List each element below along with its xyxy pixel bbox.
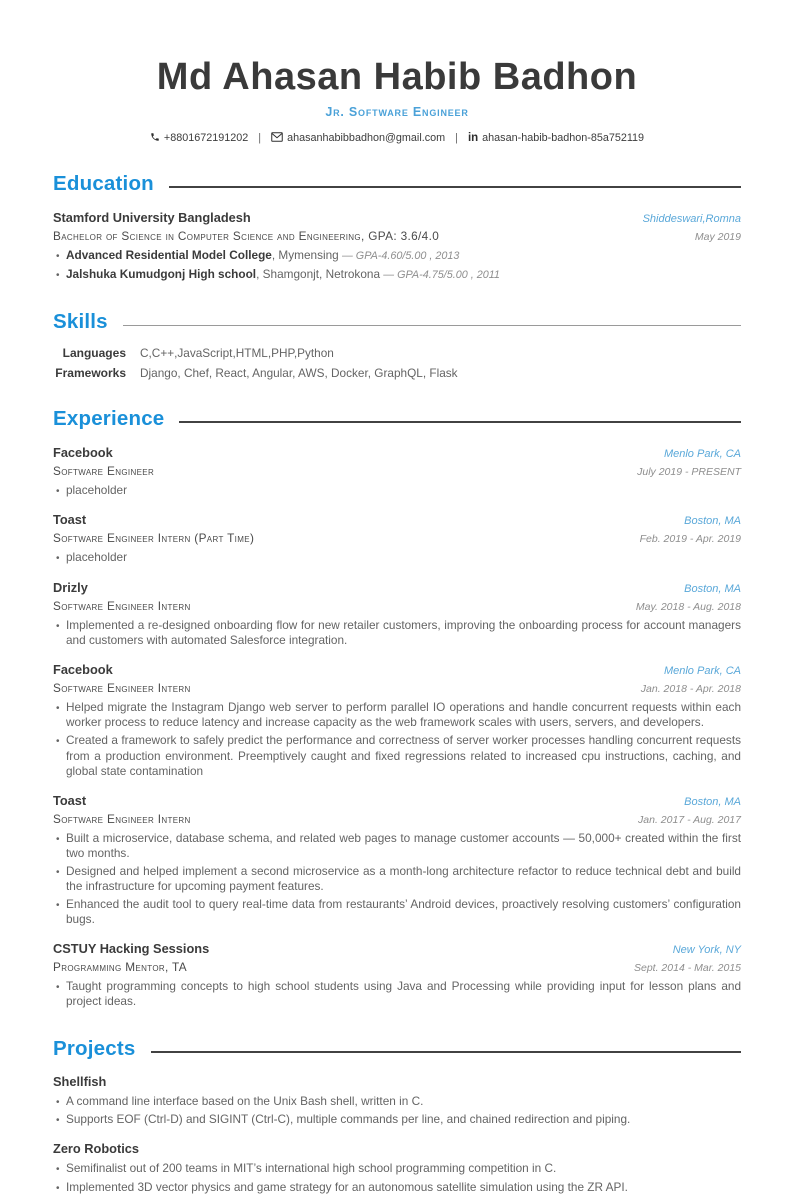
job-bullets: [53, 483, 741, 499]
section-header: [53, 172, 741, 196]
job-dates: Feb. 2019 - Apr. 2019: [639, 533, 741, 546]
company-name: Drizly: [53, 580, 88, 596]
contact-separator: |: [455, 132, 458, 145]
experience-entry: [53, 445, 741, 499]
prior-school-gpa: — GPA-4.60/5.00 , 2013: [342, 249, 460, 262]
linkedin-contact: [468, 132, 644, 144]
person-name: Md Ahasan Habib Badhon: [156, 56, 638, 98]
list-item: [53, 267, 741, 283]
entry-title-row: [53, 580, 741, 595]
entry-sub-row: [53, 225, 741, 243]
list-item: [53, 1180, 741, 1196]
bullet-text: Implemented 3D vector physics and game strategy for an autonomous satellite simulation using the ZR API.: [66, 1179, 628, 1194]
list-item: [53, 1161, 741, 1177]
section-title-skills: Skills: [53, 309, 108, 333]
bullet-dot-icon: [53, 550, 66, 566]
bullet-dot-icon: [53, 267, 66, 283]
bullet-dot-icon: [53, 733, 66, 778]
job-dates: Jan. 2018 - Apr. 2018: [640, 683, 741, 696]
job-dates: July 2019 - PRESENT: [637, 465, 741, 478]
list-item: [53, 483, 741, 499]
entry-sub-row: [53, 808, 741, 826]
graduation-date: May 2019: [694, 230, 741, 243]
entry-sub-row: [53, 677, 741, 695]
bullet-dot-icon: [53, 897, 66, 927]
skill-category-label: Frameworks: [55, 365, 126, 380]
section-header: [53, 310, 741, 334]
job-bullets: [53, 979, 741, 1009]
entry-sub-row: [53, 595, 741, 613]
job-role: Software Engineer Intern: [53, 811, 191, 826]
list-item: [53, 897, 741, 927]
bullet-text: Taught programming concepts to high school students using Java and Processing while providing input for lesson plans and project ideas.: [66, 979, 741, 1009]
project-entry: [53, 1141, 741, 1196]
entry-title-row: [53, 662, 741, 677]
list-item: [53, 700, 741, 730]
entry-title-row: [53, 445, 741, 460]
job-bullets: [53, 618, 741, 648]
project-name: Zero Robotics: [53, 1141, 140, 1157]
experience-entry: [53, 512, 741, 566]
bullet-text: Enhanced the audit tool to query real-time data from restaurants’ Android devices, proactively resolving customers’ configuration bugs.: [66, 897, 741, 927]
phone-icon: [150, 132, 160, 145]
skill-row: [53, 346, 741, 360]
experience-entry: [53, 580, 741, 648]
phone-contact: [150, 132, 248, 145]
prior-school-location: , Mymensing: [271, 247, 342, 262]
company-name: Facebook: [53, 444, 113, 460]
job-role: Software Engineer Intern (Part Time): [53, 531, 255, 546]
experience-entry: [53, 793, 741, 928]
entry-sub-row: [53, 460, 741, 478]
bullet-dot-icon: [53, 831, 66, 861]
bullet-dot-icon: [53, 483, 66, 499]
entry-title-row: [53, 793, 741, 808]
list-item: [53, 248, 741, 264]
contact-separator: |: [258, 132, 262, 145]
bullet-text: Designed and helped implement a second microservice as a month-long architecture refactor to reduce technical debt and build the infrastructure for upcoming payment features.: [66, 863, 741, 894]
project-entry: [53, 1074, 741, 1129]
job-dates: Sept. 2014 - Mar. 2015: [633, 962, 741, 975]
education-bullets: [53, 248, 741, 283]
school-location: Shiddeswari,Romna: [642, 212, 741, 225]
section-title-experience: Experience: [53, 406, 165, 430]
skill-values: Django, Chef, React, Angular, AWS, Docker, GraphQL, Flask: [140, 365, 458, 380]
bullet-text: A command line interface based on the Unix Bash shell, written in C.: [66, 1093, 424, 1108]
prior-school-location: , Shamgonjt, Netrokona: [256, 266, 384, 281]
skills-list: [53, 346, 741, 380]
section-header: [53, 407, 741, 431]
company-location: Menlo Park, CA: [663, 447, 741, 460]
entry-sub-row: [53, 527, 741, 545]
job-role: Software Engineer Intern: [53, 681, 191, 696]
company-location: Boston, MA: [684, 515, 741, 528]
list-item: [53, 618, 741, 648]
job-dates: Jan. 2017 - Aug. 2017: [638, 813, 741, 826]
bullet-text: Helped migrate the Instagram Django web server to perform parallel IO operations and handle concurrent requests within each worker process to reduce latency and increase capacity as the web framework scales with users, servers, and developers.: [66, 700, 741, 730]
section-title-projects: Projects: [53, 1036, 136, 1060]
entry-sub-row: [53, 956, 741, 974]
bullet-dot-icon: [53, 1094, 66, 1110]
projects-section: [53, 1037, 741, 1196]
bullet-text: Created a framework to safely predict the performance and correctness of server worker processes handling concurrent requests from a production environment. Preemptively caught and fixed regressions related to increased cpu instructions, caching, and global state contamination: [66, 733, 741, 778]
experience-entry: [53, 662, 741, 778]
degree: Bachelor of Science in Computer Science and Engineering, GPA: 3.6/4.0: [53, 228, 440, 243]
company-name: CSTUY Hacking Sessions: [53, 941, 210, 957]
company-name: Facebook: [53, 662, 113, 678]
bullet-dot-icon: [53, 979, 66, 1009]
job-bullets: [53, 831, 741, 928]
list-item: [53, 864, 741, 894]
company-location: Boston, MA: [684, 795, 741, 808]
list-item: [53, 550, 741, 566]
company-location: New York, NY: [672, 944, 741, 957]
bullet-text: Built a microservice, database schema, and related web pages to manage customer accounts — 50,000+ created within the first two months.: [66, 830, 741, 860]
list-item: [53, 1094, 741, 1110]
bullet-dot-icon: [53, 864, 66, 894]
skill-values: C,C++,JavaScript,HTML,PHP,Python: [140, 345, 334, 360]
job-role: Software Engineer: [53, 463, 155, 478]
section-title-education: Education: [53, 171, 154, 195]
linkedin-icon: in: [467, 132, 479, 145]
experience-entry: [53, 941, 741, 1009]
education-entry: [53, 210, 741, 283]
email-address: ahasanhabibbadhon@gmail.com: [287, 132, 446, 145]
skill-category-label: Languages: [62, 345, 126, 360]
prior-school-name: Jalshuka Kumudgonj High school: [66, 266, 257, 281]
project-name: Shellfish: [53, 1073, 107, 1089]
company-name: Toast: [53, 512, 87, 528]
bullet-text: Implemented a re-designed onboarding flow for new retailer customers, improving the onboarding process for account managers and customers with automated Salesforce integration.: [66, 618, 741, 648]
company-location: Boston, MA: [684, 583, 741, 596]
bullet-dot-icon: [53, 700, 66, 730]
bullet-dot-icon: [53, 248, 66, 264]
section-rule: [151, 1051, 742, 1053]
bullet-text: Semifinalist out of 200 teams in MIT’s international high school programming competition in C.: [66, 1161, 557, 1176]
education-section: [53, 172, 741, 283]
skills-section: [53, 310, 741, 380]
project-bullets: [53, 1161, 741, 1196]
project-bullets: [53, 1094, 741, 1129]
list-item: [53, 831, 741, 861]
list-item: [53, 1112, 741, 1128]
job-bullets: [53, 550, 741, 566]
section-rule: [179, 421, 741, 423]
linkedin-handle: ahasan-habib-badhon-85a752119: [482, 132, 645, 145]
list-item: [53, 979, 741, 1009]
entry-title-row: [53, 512, 741, 527]
experience-section: [53, 407, 741, 1010]
list-item: [53, 733, 741, 778]
section-rule: [169, 186, 741, 188]
entry-title-row: [53, 210, 741, 225]
job-title: Jr. Software Engineer: [325, 104, 469, 119]
bullet-text: placeholder: [66, 550, 127, 565]
bullet-text: Supports EOF (Ctrl-D) and SIGINT (Ctrl-C), multiple commands per line, and chained redirection and piping.: [66, 1112, 631, 1127]
prior-school-gpa: — GPA-4.75/5.00 , 2011: [383, 268, 500, 281]
envelope-icon: [271, 132, 283, 145]
bullet-text: placeholder: [66, 482, 127, 497]
section-header: [53, 1037, 741, 1061]
prior-school-name: Advanced Residential Model College: [66, 247, 272, 262]
job-role: Software Engineer Intern: [53, 599, 191, 614]
contact-row: [53, 132, 741, 145]
bullet-dot-icon: [53, 1161, 66, 1177]
section-rule: [123, 325, 741, 326]
phone-number: +8801672191202: [163, 132, 249, 145]
company-location: Menlo Park, CA: [663, 665, 741, 678]
job-bullets: [53, 700, 741, 778]
skill-row: [53, 366, 741, 380]
bullet-dot-icon: [53, 1180, 66, 1196]
entry-title-row: [53, 941, 741, 956]
bullet-dot-icon: [53, 618, 66, 648]
resume-header: [53, 58, 741, 145]
school-name: Stamford University Bangladesh: [53, 209, 251, 225]
job-dates: May. 2018 - Aug. 2018: [635, 601, 741, 614]
job-role: Programming Mentor, TA: [53, 960, 187, 975]
bullet-dot-icon: [53, 1112, 66, 1128]
company-name: Toast: [53, 792, 87, 808]
email-contact: [271, 132, 445, 145]
